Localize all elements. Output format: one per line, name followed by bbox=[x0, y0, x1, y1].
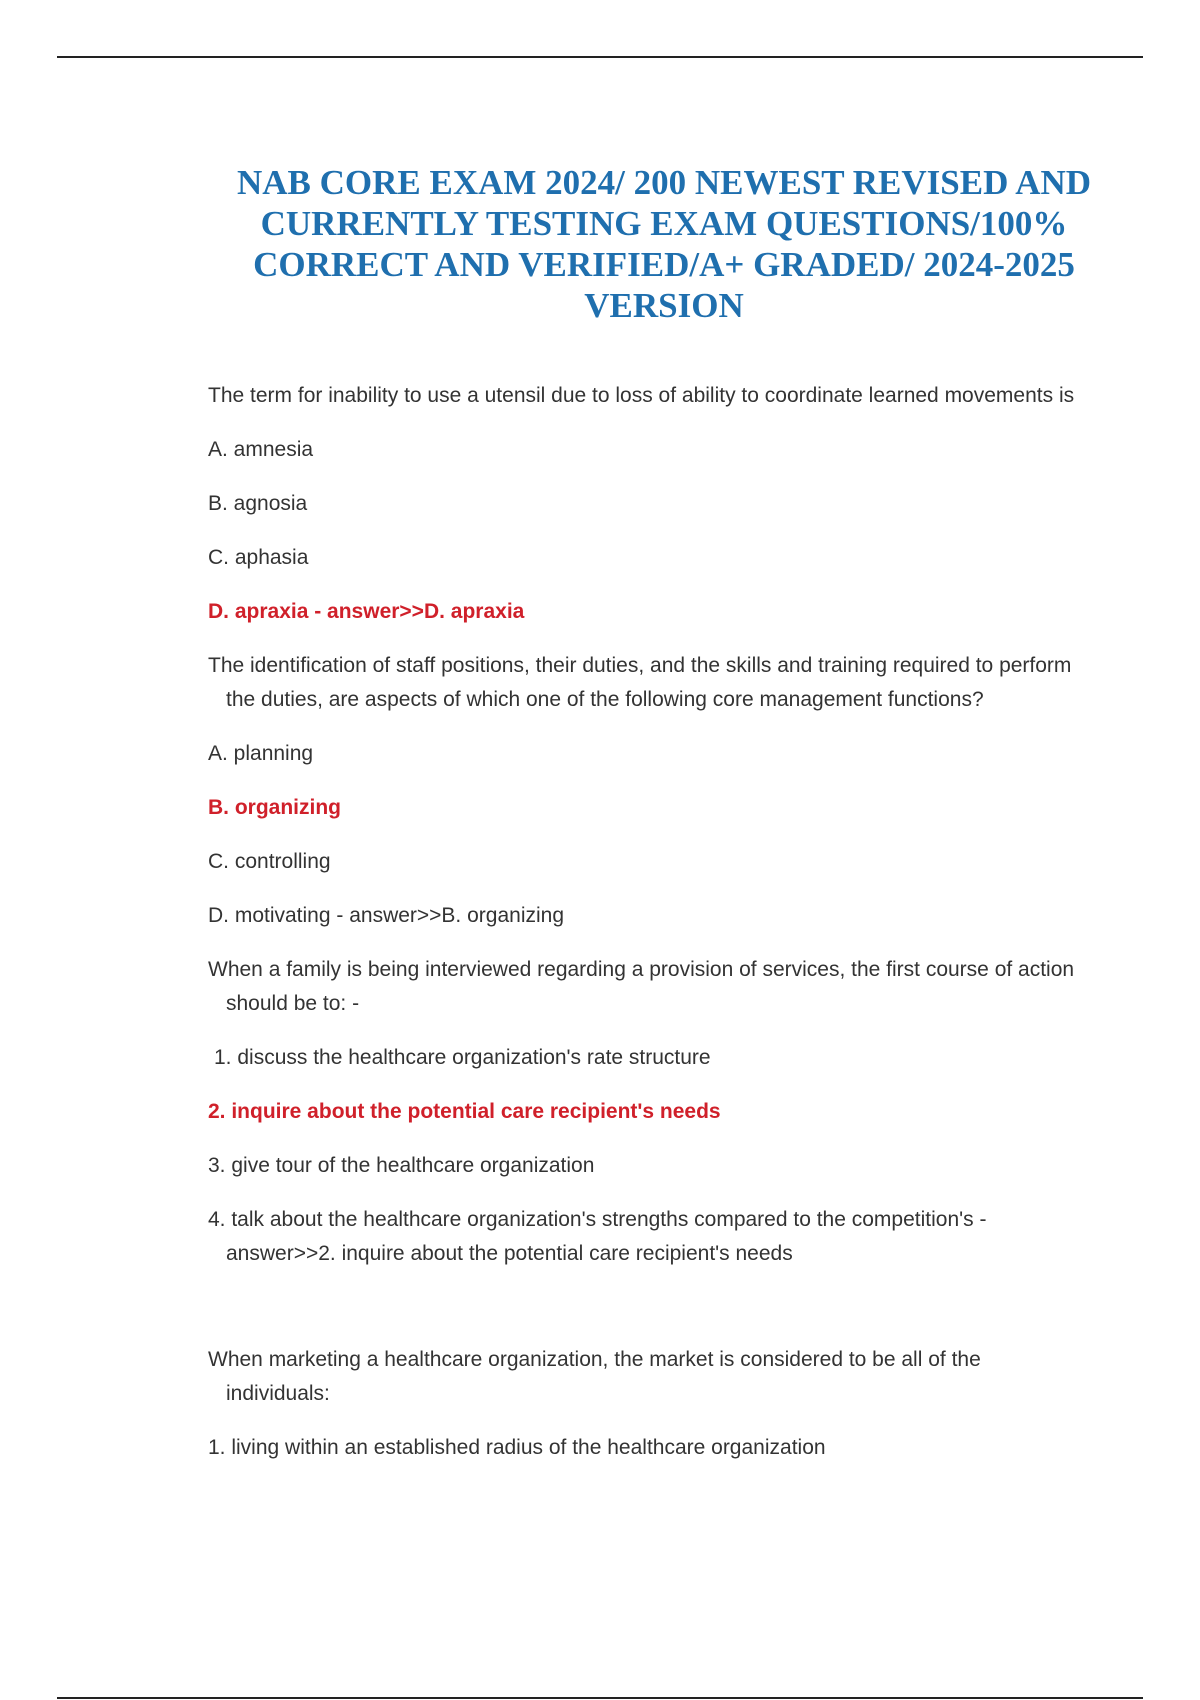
top-rule bbox=[57, 56, 1143, 58]
q3-option-4: 4. talk about the healthcare organization's strengths compared to the competition's - answer>>2. inquire about the potential care recipient's needs bbox=[208, 1208, 987, 1265]
q2-option-b-answer: B. organizing bbox=[208, 796, 341, 819]
q4-option-1: 1. living within an established radius of the healthcare organization bbox=[208, 1436, 826, 1459]
question-3: When a family is being interviewed regarding a provision of services, the first course of action should be to: - bbox=[208, 958, 1075, 1015]
q2-option-c: C. controlling bbox=[208, 850, 331, 873]
document-body bbox=[208, 379, 1088, 1485]
q2-option-a: A. planning bbox=[208, 742, 314, 765]
q1-option-d-answer: D. apraxia - answer>>D. apraxia bbox=[208, 600, 525, 623]
q2-option-d: D. motivating - answer>>B. organizing bbox=[208, 904, 565, 927]
q1-option-a: A. amnesia bbox=[208, 438, 314, 461]
document-title: NAB CORE EXAM 2024/ 200 NEWEST REVISED AND CURRENTLY TESTING EXAM QUESTIONS/100% CORRECT AND VERIFIED/A+ GRADED/ 2024-2025 VERSION bbox=[236, 163, 1092, 325]
question-1: The term for inability to use a utensil due to loss of ability to coordinate learned movements is bbox=[208, 384, 1075, 407]
question-2: The identification of staff positions, their duties, and the skills and training required to perform the duties, are aspects of which one of the following core management functions? bbox=[208, 654, 1072, 711]
question-4: When marketing a healthcare organization, the market is considered to be all of the individuals: bbox=[208, 1348, 981, 1405]
q1-option-b: B. agnosia bbox=[208, 492, 308, 515]
bottom-rule bbox=[57, 1697, 1143, 1699]
q3-option-3: 3. give tour of the healthcare organization bbox=[208, 1154, 595, 1177]
q3-option-1: 1. discuss the healthcare organization's rate structure bbox=[214, 1046, 711, 1069]
q3-option-2-answer: 2. inquire about the potential care recipient's needs bbox=[208, 1100, 721, 1123]
q1-option-c: C. aphasia bbox=[208, 546, 309, 569]
